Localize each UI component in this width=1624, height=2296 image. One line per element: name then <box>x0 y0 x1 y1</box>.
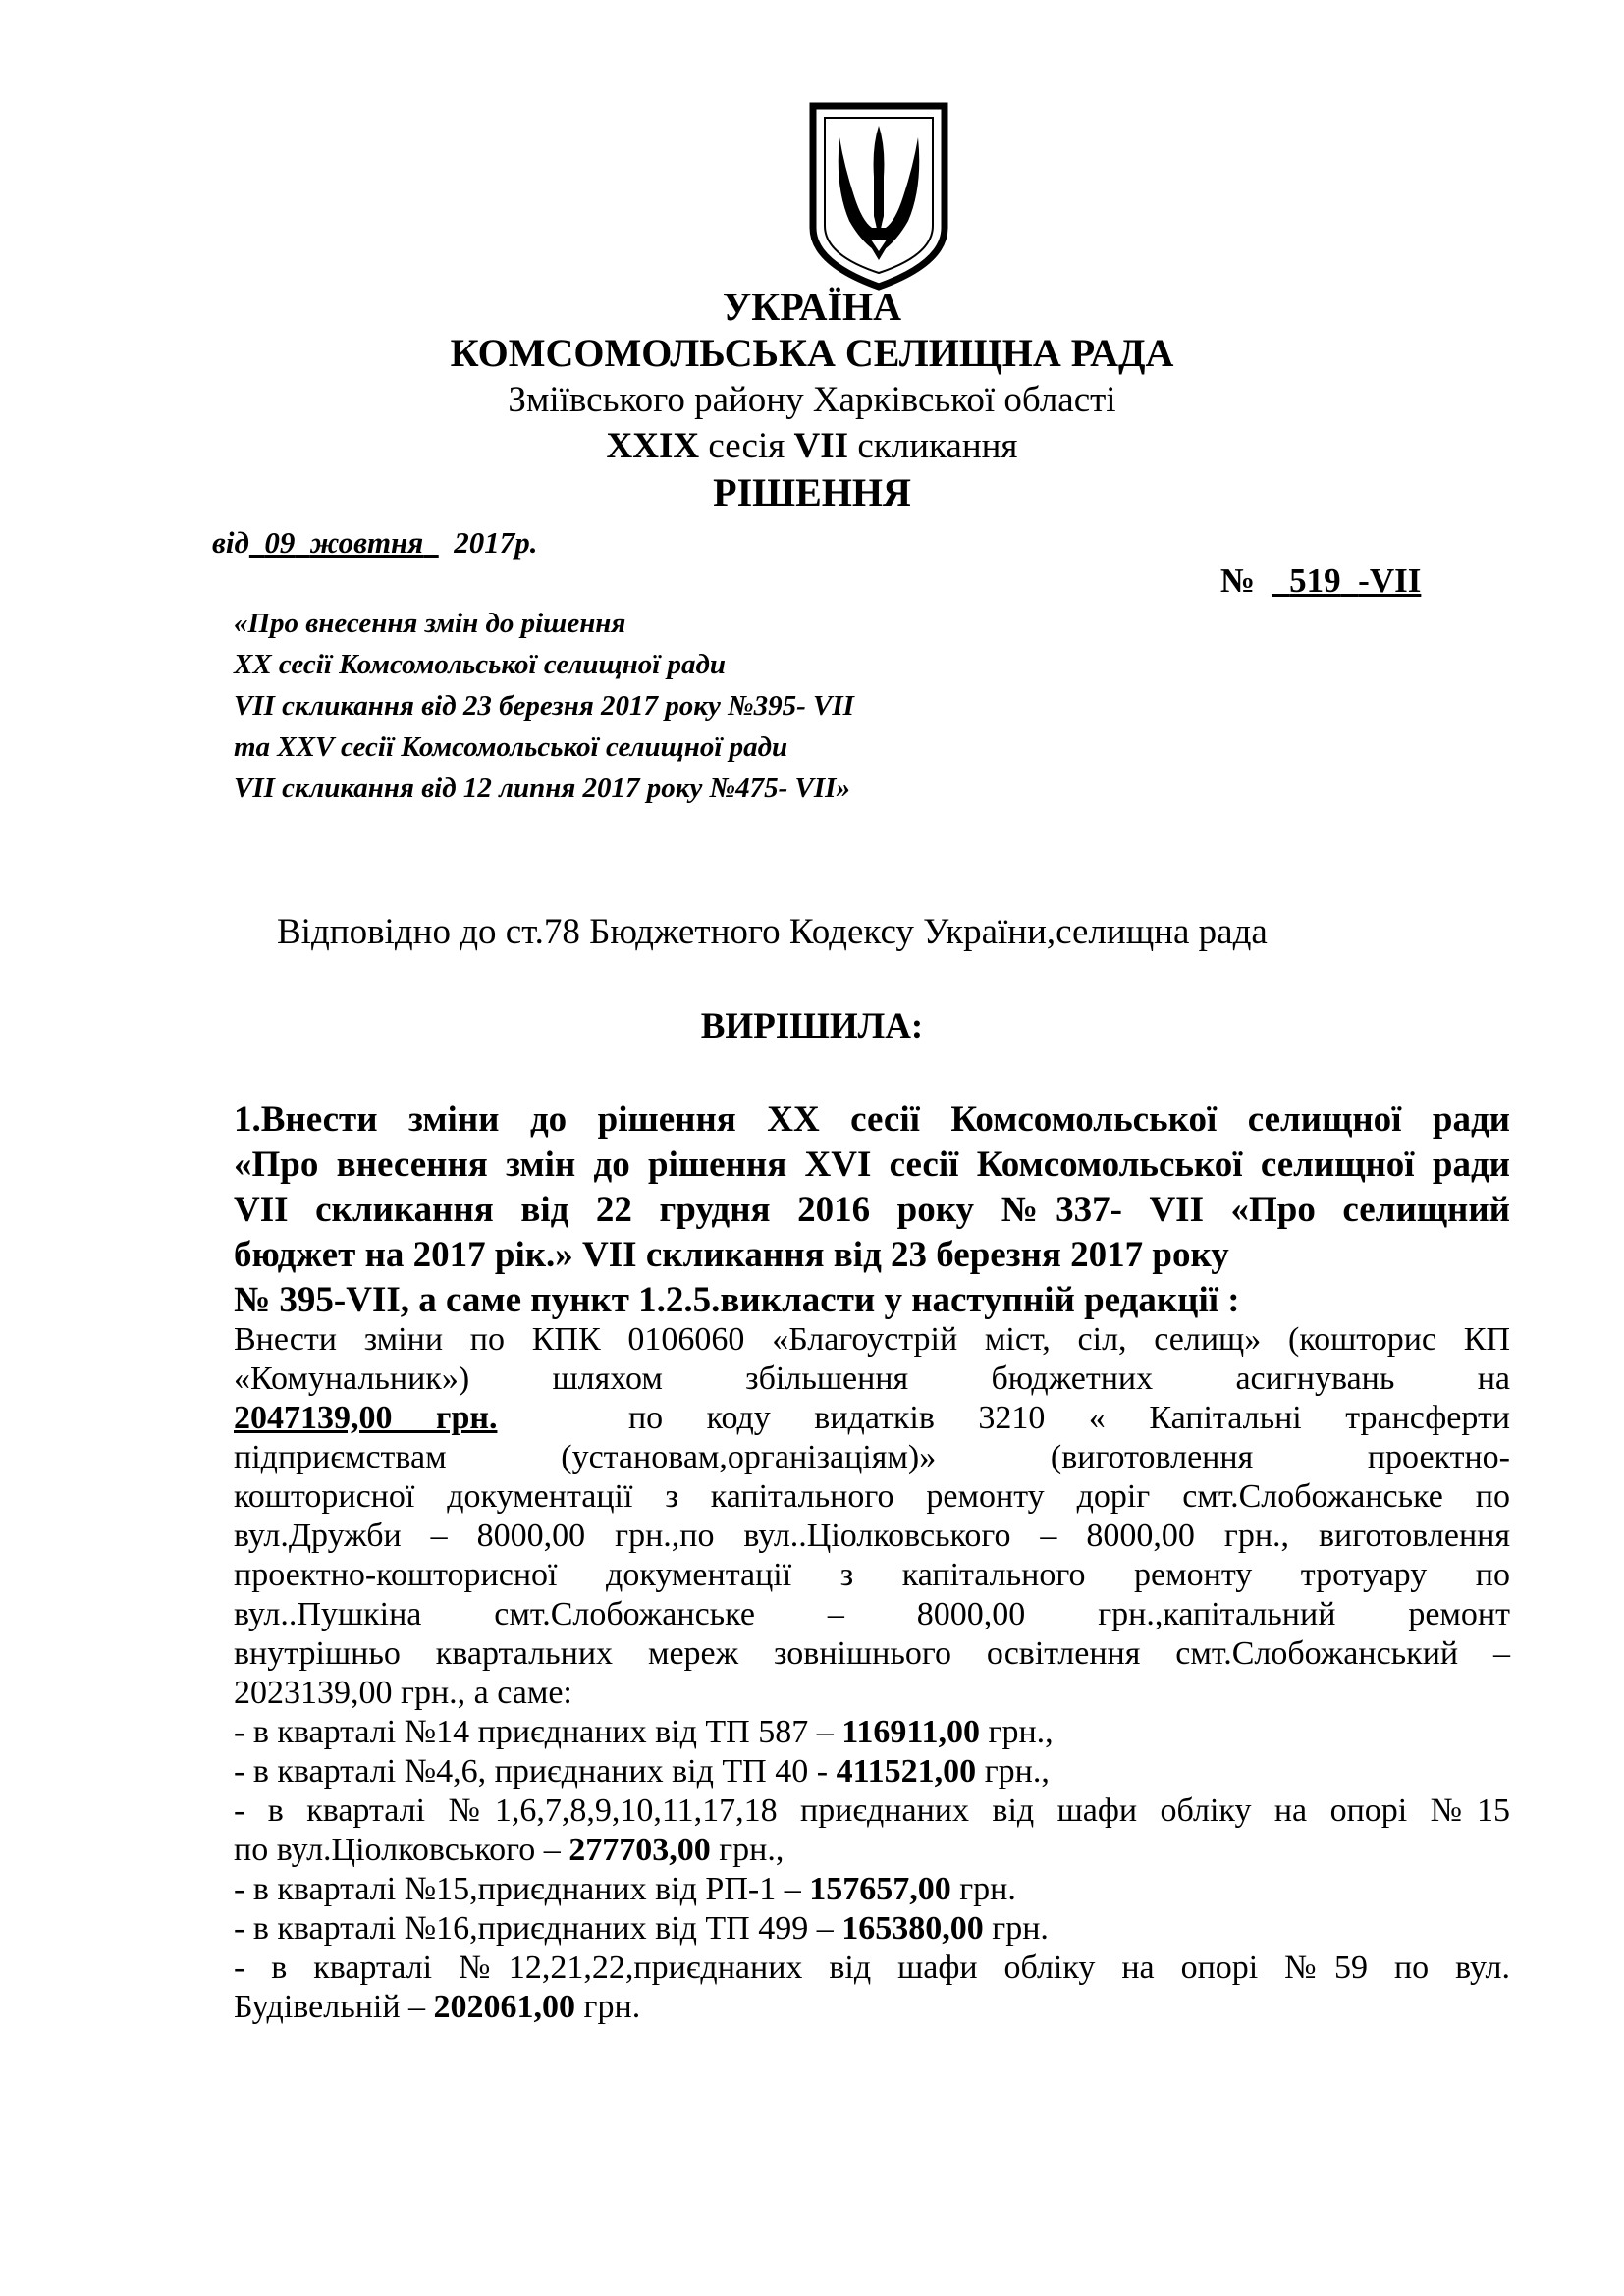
number-value: 519 -VII <box>1289 561 1422 600</box>
session-heading <box>0 424 1624 469</box>
convocation-word: скликання <box>857 426 1018 466</box>
item-amount: 157657,00 <box>809 1871 951 1907</box>
item-amount: 165380,00 <box>841 1910 984 1947</box>
list-item-continuation: по вул.Ціолковського – 277703,00 грн., <box>234 1832 785 1868</box>
point-1-line: бюджет на 2017 рік.» VII скликання від 23 березня 2017 року <box>234 1235 1229 1275</box>
point-1-heading <box>234 1097 1510 1323</box>
number-sign: № <box>1220 561 1256 600</box>
body-line: кошторисної документації з капітального ремонту доріг смт.Слобожанське по <box>234 1478 1510 1515</box>
body-line: підприємствам (установам,організаціям)» (виготовлення проектно- <box>234 1439 1510 1475</box>
body-line: Внести зміни по КПК 0106060 «Благоустрій міст, сіл, селищ» (кошторис КП <box>234 1321 1510 1358</box>
body-line: 2023139,00 грн., а саме: <box>234 1675 572 1711</box>
point-1-line: 1.Внести зміни до рішення XX сесії Комсомольської селищної ради <box>234 1099 1510 1140</box>
subject-line: та XXV сесії Комсомольської селищної ради <box>234 731 788 763</box>
point-1-line: № 395-VII, а саме пункт 1.2.5.викласти у наступній редакції : <box>234 1280 1240 1320</box>
list-item-continuation: Будівельній – 202061,00 грн. <box>234 1989 641 2025</box>
decision-subject <box>234 603 854 809</box>
coat-of-arms-icon <box>805 98 952 293</box>
session-word: сесія <box>708 426 785 466</box>
item-amount: 277703,00 <box>568 1832 711 1868</box>
body-line: вул.Дружби – 8000,00 грн.,по вул..Ціолковського – 8000,00 грн., виготовлення <box>234 1518 1510 1554</box>
decision-date <box>212 523 537 562</box>
subject-line: VII скликання від 12 липня 2017 року №475- VII» <box>234 773 850 804</box>
body-line: внутрішньо квартальних мереж зовнішнього освітлення смт.Слобожанський – <box>234 1635 1510 1672</box>
list-item: - в кварталі №14 приєднаних від ТП 587 – 116911,00 грн., <box>234 1714 1054 1750</box>
convocation-number: VII <box>793 426 849 466</box>
body-line: вул..Пушкіна смт.Слобожанське – 8000,00 грн.,капітальний ремонт <box>234 1596 1510 1632</box>
item-amount: 116911,00 <box>841 1714 980 1750</box>
date-day: 09 жовтня <box>264 525 424 560</box>
subject-line: XX сесії Комсомольської селищної ради <box>234 649 727 680</box>
date-prefix: від <box>212 525 249 560</box>
list-item: - в кварталі №16,приєднаних від ТП 499 – 165380,00 грн. <box>234 1910 1049 1947</box>
date-year: 2017р. <box>454 525 538 560</box>
region-heading: Зміївського району Харківської області <box>508 380 1116 420</box>
point-1-body <box>234 1320 1510 2027</box>
body-line: «Комунальник») шляхом збільшення бюджетних асигнувань на <box>234 1361 1510 1397</box>
item-amount: 411521,00 <box>836 1753 977 1789</box>
country-heading: УКРАЇНА <box>722 285 902 329</box>
point-1-line: VII скликання від 22 грудня 2016 року №337- VII «Про селищний <box>234 1190 1510 1230</box>
list-item: - в кварталі №1,6,7,8,9,10,11,17,18 приєднаних від шафи обліку на опорі №15 <box>234 1792 1510 1829</box>
council-heading: КОМСОМОЛЬСЬКА СЕЛИЩНА РАДА <box>450 331 1174 375</box>
list-item: - в кварталі №12,21,22,приєднаних від шафи обліку на опорі №59 по вул. <box>234 1949 1510 1986</box>
document-type: РІШЕННЯ <box>713 470 911 514</box>
resolved-heading: ВИРІШИЛА: <box>700 1006 924 1046</box>
body-line: 2047139,00 грн. по коду видатків 3210 « Капітальні трансферти <box>234 1400 1511 1436</box>
session-number: XXIX <box>606 426 700 466</box>
subject-line: «Про внесення змін до рішення <box>234 608 626 639</box>
body-line: проектно-кошторисної документації з капітального ремонту тротуару по <box>234 1557 1510 1593</box>
total-amount: 2047139,00 грн. <box>234 1400 498 1436</box>
list-item: - в кварталі №15,приєднаних від РП-1 – 157657,00 грн. <box>234 1871 1016 1907</box>
point-1-line: «Про внесення змін до рішення XVI сесії Комсомольської селищної ради <box>234 1145 1510 1185</box>
list-item: - в кварталі №4,6, приєднаних від ТП 40 - 411521,00 грн., <box>234 1753 1050 1789</box>
decision-number <box>1220 560 1421 603</box>
item-amount: 202061,00 <box>433 1989 576 2025</box>
subject-line: VII скликання від 23 березня 2017 року №395- VII <box>234 690 854 721</box>
legal-basis-paragraph: Відповідно до ст.78 Бюджетного Кодексу України,селищна рада <box>277 912 1268 952</box>
